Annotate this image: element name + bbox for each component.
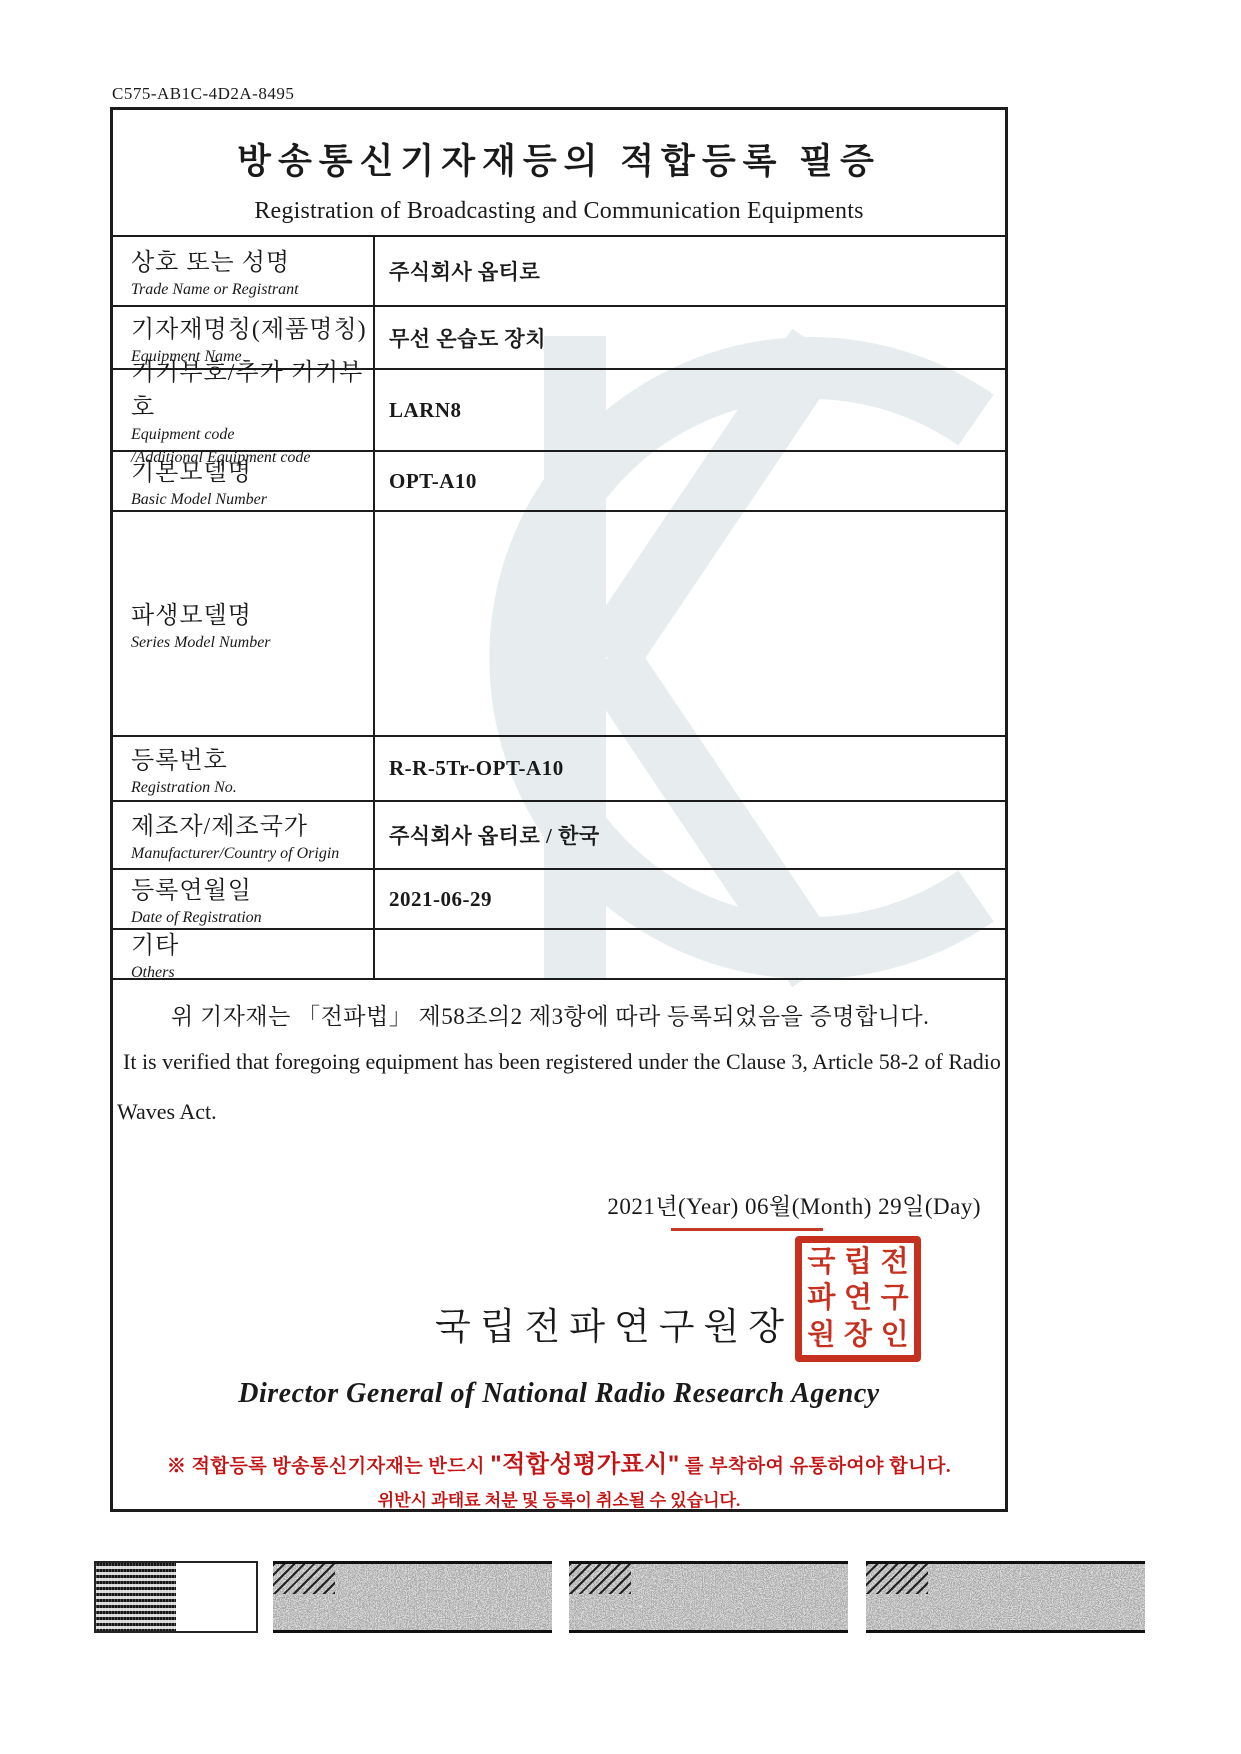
verification-statement-ko: 위 기자재는 「전파법」 제58조의2 제3항에 따라 등록되었음을 증명합니다. [171,1004,930,1029]
field-label-ko: 상호 또는 성명 [131,250,291,276]
barcode-bars [96,1563,176,1631]
certificate-fields-table [113,235,1005,980]
hatch-marks [866,1564,928,1594]
official-seal-stamp-icon [795,1236,921,1362]
notice-suffix: 를 부착하여 유통하여야 합니다. [679,1456,952,1477]
issuer-title-en: Director General of National Radio Research Agency [238,1378,880,1409]
field-label-en: Manufacturer/Country of Origin [131,845,340,862]
field-label-ko: 기자재명칭(제품명칭) [131,316,367,343]
certificate-border-box [110,107,1008,1512]
field-label-ko: 기본모델명 [131,460,252,486]
field-label-en: Others [131,964,175,981]
stamp-char: 인 [880,1319,909,1352]
field-label-ko: 등록번호 [131,747,228,774]
field-label-ko: 제조자/제조국가 [131,814,308,840]
title-block [113,110,1005,235]
compliance-notice-line2: 위반시 과태료 처분 및 등록이 취소될 수 있습니다. [377,1491,741,1510]
field-label-ko: 기타 [131,933,180,959]
field-value: LARN8 [389,397,462,422]
field-label-en: Trade Name or Registrant [131,281,299,298]
table-row-equipment-code [113,360,1005,466]
field-label [113,452,375,510]
field-label [113,870,375,928]
field-value: R-R-5Tr-OPT-A10 [389,756,564,780]
field-value [375,930,1005,978]
issuer-title-ko: 국립전파연구원장 [435,1307,793,1348]
table-row-manufacturer [113,802,1005,870]
stamp-ink-streak [671,1228,823,1231]
field-label [113,360,375,466]
field-label [113,237,375,305]
field-label-ko: 등록연월일 [131,878,252,904]
field-label [113,802,375,868]
stamp-char: 원 [807,1319,836,1352]
page-title-english: Registration of Broadcasting and Communication Equipments [254,198,864,224]
noise-strip [273,1561,552,1633]
notice-prefix: ※ 적합등록 방송통신기자재는 반드시 [166,1456,491,1477]
table-row-trade-name [113,237,1005,307]
hatch-marks [569,1564,631,1594]
notice-highlight: "적합성평가표시" [490,1451,680,1478]
table-row-series-model [113,512,1005,737]
field-value: 무선 온습도 장치 [389,326,547,351]
field-label-ko: 기기부호/추가 기기부호 [131,360,364,421]
stamp-char: 구 [880,1282,909,1315]
field-label [113,737,375,800]
stamp-char: 파 [807,1282,836,1315]
stamp-char: 전 [880,1245,909,1278]
field-value: 2021-06-29 [389,886,492,911]
field-label-en: Date of Registration [131,909,262,926]
stamp-char: 국 [807,1245,836,1278]
table-row-others [113,930,1005,980]
page-title: 방송통신기자재등의 적합등록 필증 [237,142,881,181]
field-label-en2: /Additional Equipment code [131,449,311,466]
compliance-notice-line1 [113,1444,1005,1479]
stamp-char: 장 [843,1319,872,1352]
noise-strip [569,1561,848,1633]
field-label [113,930,375,981]
field-label-ko: 파생모델명 [131,602,252,629]
stamp-char: 연 [843,1282,872,1315]
barcode-strip [94,1561,258,1633]
field-label-en: Basic Model Number [131,491,267,508]
field-value: OPT-A10 [389,468,477,493]
field-value: 주식회사 옵티로 [389,260,541,284]
table-row-registration-no [113,737,1005,802]
verification-statement-en-line1: It is verified that foregoing equipment has been registered under the Clause 3, Article 58-2 of Radio [123,1049,1001,1074]
field-value: 주식회사 옵티로 / 한국 [389,824,600,848]
noise-strip [866,1561,1145,1633]
field-label-en: Series Model Number [131,633,271,651]
field-label-en: Equipment code [131,426,235,443]
field-value [375,512,1005,735]
hatch-marks [273,1564,335,1594]
issue-date: 2021년(Year) 06월(Month) 29일(Day) [607,1194,981,1219]
field-label-en: Equipment Name [131,347,242,365]
stamp-char: 립 [843,1245,872,1278]
field-label [113,512,375,735]
table-row-basic-model [113,452,1005,512]
field-label-en: Registration No. [131,778,237,796]
table-row-registration-date [113,870,1005,930]
verification-statement-en-line2: Waves Act. [117,1099,217,1124]
document-code: C575-AB1C-4D2A-8495 [112,84,295,103]
compliance-notice [113,1444,1005,1511]
